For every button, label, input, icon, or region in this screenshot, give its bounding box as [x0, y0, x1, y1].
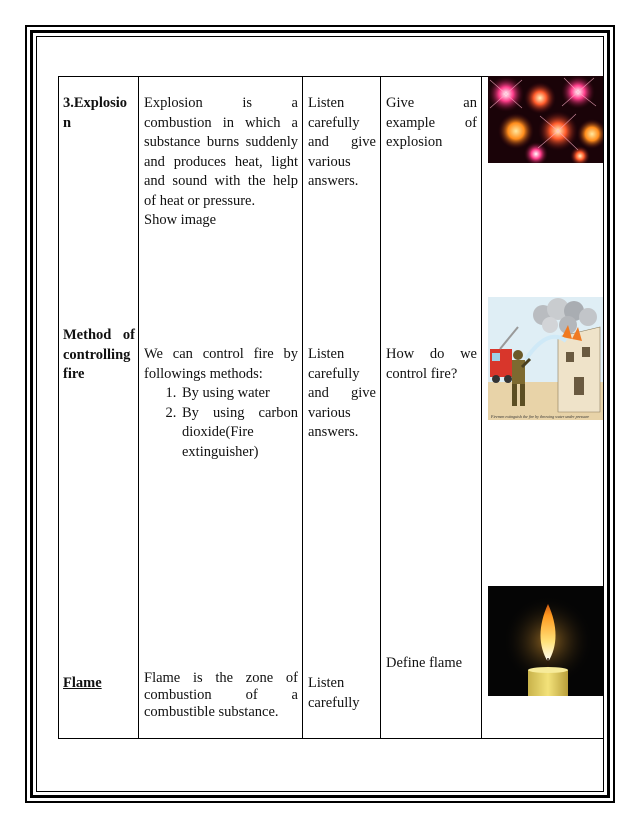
candle-picture: [488, 586, 603, 696]
table-col-line: [138, 76, 139, 739]
firefighter-picture: [488, 297, 603, 420]
content-controlling-fire: We can control fire by followings methods: 1. By using water 2. By using carbon dioxide(Fire extinguisher): [144, 345, 298, 462]
method-item: 1. By using water: [180, 384, 298, 404]
topic-controlling-fire: Method of controlling fire: [63, 327, 135, 382]
evaluation-explosion: Give an example of explosion: [386, 95, 477, 150]
fireworks-picture: [488, 76, 603, 163]
candle-flame-image: [488, 586, 603, 696]
table-col-line: [58, 76, 59, 739]
activity-flame: Listen carefully: [308, 675, 360, 711]
table-col-line: [380, 76, 381, 739]
evaluation-controlling-fire: How do we control fire?: [386, 346, 477, 382]
table-col-line: [302, 76, 303, 739]
method-item: 2. By using carbon dioxide(Fire extinguisher): [180, 404, 298, 463]
table-col-line: [481, 76, 482, 739]
show-image-note: Show image: [144, 212, 217, 228]
activity-controlling-fire: Listen carefully and give various answers.: [308, 346, 376, 440]
image-caption: Firemen extinguish the fire by throwing water under pressure: [491, 414, 590, 419]
table-bottom-border: [58, 738, 604, 739]
evaluation-flame: Define flame: [386, 655, 463, 671]
topic-explosion: 3.Explosio n: [63, 95, 128, 131]
firefighter-image: [488, 297, 603, 420]
content-explosion: Explosion is a combustion in which a substance burns suddenly and produces heat, light and sound with the help of heat or pressure. Show image: [144, 94, 298, 231]
content-flame: Flame is the zone of combustion of a combustible substance.: [144, 670, 298, 720]
methods-list: [144, 384, 298, 462]
topic-flame: Flame: [63, 675, 102, 691]
fireworks-image: [488, 76, 603, 163]
activity-explosion: Listen carefully and give various answers.: [308, 95, 376, 189]
table-col-line: [603, 76, 604, 739]
